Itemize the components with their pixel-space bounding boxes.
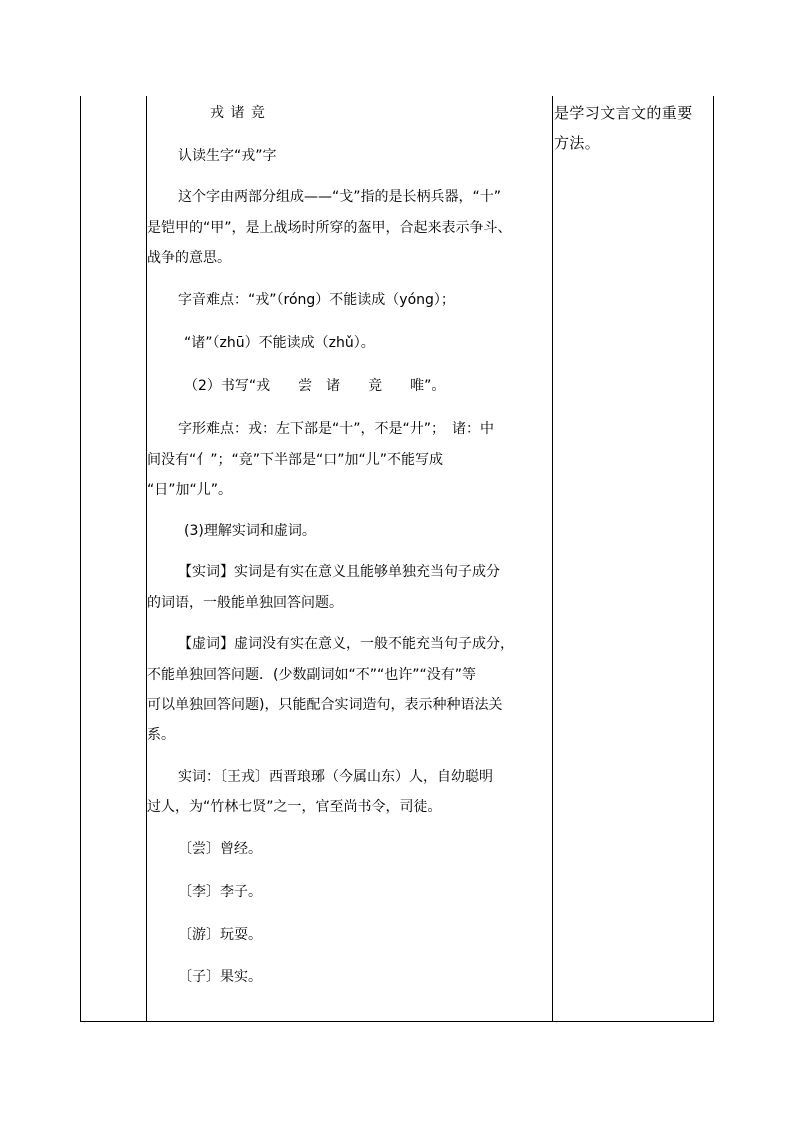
paragraph-line: 是铠甲的“甲”，是上战场时所穿的盔甲，合起来表示争斗、	[147, 220, 512, 236]
paragraph-line: 【实词】实词是有实在意义且能够单独充当句子成分	[178, 564, 500, 580]
paragraph-line: 不能单独回答问题．(少数副词如“不”“也许”“没有”等	[147, 667, 476, 683]
paragraph-line: 可以单独回答问题)，只能配合实词造句，表示种种语法关	[147, 697, 503, 713]
paragraph-line: 认读生字“戎”字	[178, 148, 277, 164]
paragraph-line: “日”加“儿”。	[147, 482, 233, 498]
paragraph-line: 这个字由两部分组成——“戈”指的是长柄兵器，“十”	[178, 189, 502, 205]
glossary-item: 〔游〕玩耍。	[178, 927, 262, 943]
paragraph-line: 实词：〔王戎〕西晋琅琊（今属山东）人，自幼聪明	[178, 769, 493, 785]
table-border-right	[713, 96, 714, 1022]
notes-line: 方法。	[554, 134, 601, 152]
paragraph-line: 字音难点：“戎”（róng）不能读成（yóng）；	[178, 292, 455, 308]
table-border-left	[80, 96, 81, 1022]
paragraph-line: “诸”（zhū）不能读成（zhǔ）。	[184, 335, 375, 351]
paragraph-line: 系。	[147, 727, 175, 743]
paragraph-line: (3)理解实词和虚词。	[184, 523, 316, 539]
paragraph-line: 间没有“亻”；“竞”下半部是“口”加“儿”不能写成	[147, 452, 444, 468]
glossary-item: 〔李〕李子。	[178, 884, 262, 900]
paragraph-line: 战争的意思。	[147, 250, 231, 266]
table-column-divider	[552, 96, 553, 1022]
glossary-item: 〔尝〕曾经。	[178, 841, 262, 857]
vocabulary-heading: 戎 诸 竞	[210, 105, 266, 121]
paragraph-line: （2）书写“戎 尝 诸 竞 唯”。	[184, 378, 446, 394]
glossary-item: 〔子〕果实。	[178, 969, 262, 985]
paragraph-line: 字形难点：戎：左下部是“十”，不是“廾”； 诸：中	[178, 421, 495, 437]
paragraph-line: 的词语，一般能单独回答问题。	[147, 595, 343, 611]
paragraph-line: 【虚词】虚词没有实在意义，一般不能充当句子成分，	[178, 636, 514, 652]
paragraph-line: 过人，为“竹林七贤”之一，官至尚书令，司徒。	[147, 799, 442, 815]
table-border-bottom	[80, 1021, 714, 1022]
notes-line: 是学习文言文的重要	[554, 104, 693, 122]
